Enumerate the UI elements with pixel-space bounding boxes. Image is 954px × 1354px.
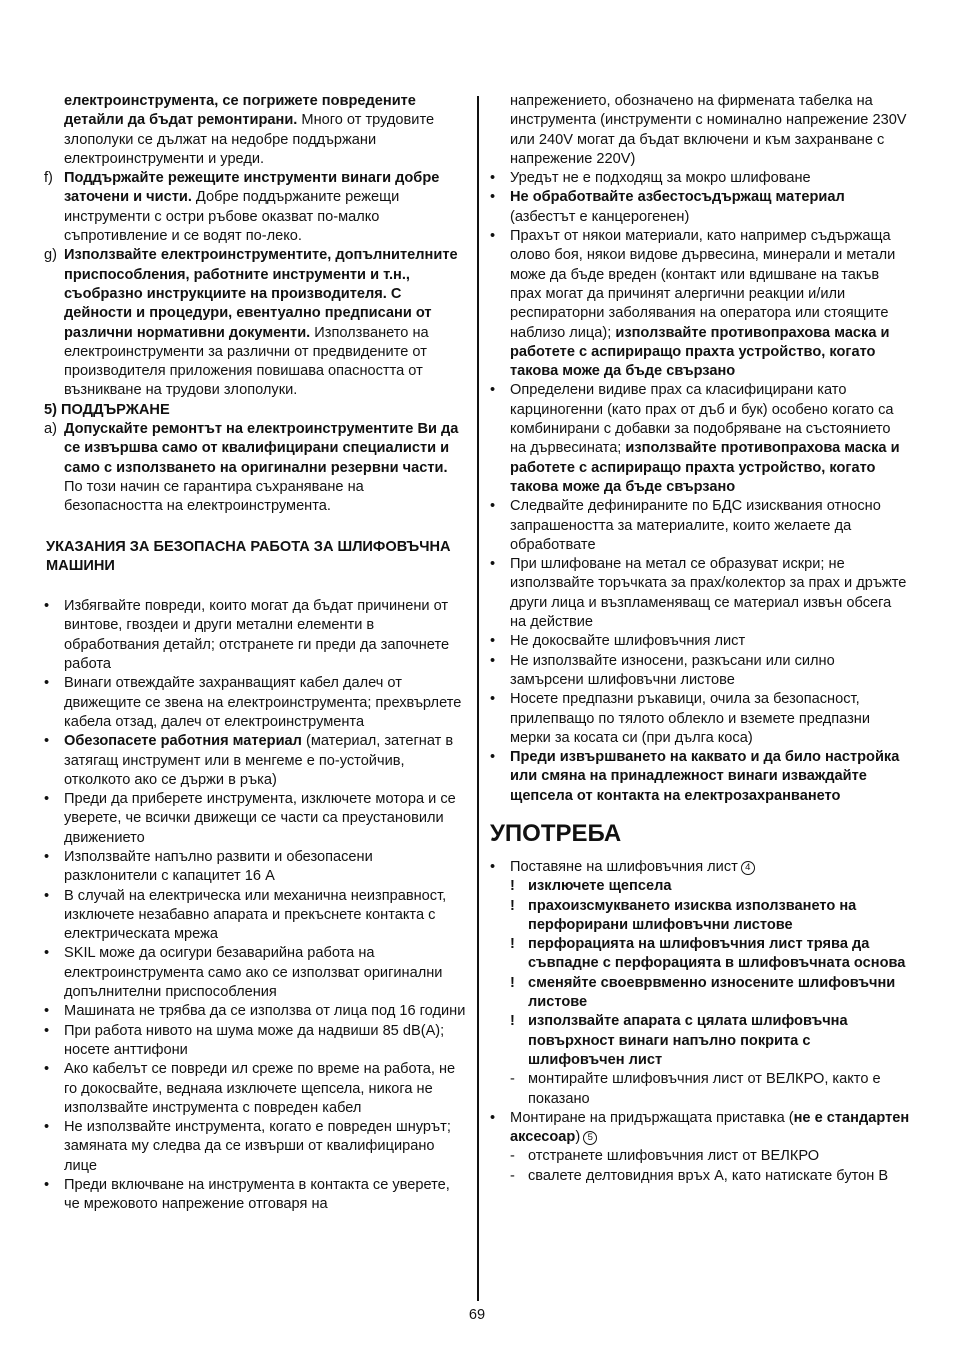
item-g bbox=[44, 246, 466, 400]
body-text: Прахът от някои материали, като например съдържаща олово боя, някои видове дървесина, минерали и метали може да бъде вреден (контакт или вдишване на такъв прах могат да причинят алергични реакции и/или респираторни заболявания на оператора или стоящите наблизо лица); bbox=[510, 228, 896, 341]
bullet-item bbox=[490, 1109, 910, 1148]
item-f bbox=[44, 169, 466, 246]
item-marker: g) bbox=[44, 247, 57, 264]
warning-item bbox=[490, 1012, 910, 1070]
bold-text: използвайте противопрахова маска и работете с аспириращо прахта устройство, когато такова може да бъде свързано bbox=[510, 324, 890, 380]
figure-number-badge: 4 bbox=[741, 861, 755, 875]
body-text: Поставяне на шлифовъчния лист bbox=[510, 858, 738, 875]
item-a bbox=[44, 420, 466, 516]
item-marker: a) bbox=[44, 421, 57, 438]
right-column bbox=[490, 92, 910, 1186]
bullet-item: • Следвайте дефинираните по БДС изисквания относно запрашеността за материалите, които желаете да обработвате bbox=[490, 497, 910, 555]
left-column bbox=[44, 92, 466, 1215]
dash-marker: - bbox=[510, 1167, 515, 1184]
bullet-item: • Ако кабелът се повреди ил среже по време на работа, не го докосвайте, веднаяа изключете щепсела, никога не използвайте инструмента с повреден кабел bbox=[44, 1060, 466, 1118]
dash-item bbox=[490, 1070, 910, 1109]
bullet-item: • При шлифоване на метал се образуват искри; не използвайте торъчката за прах/колектор за прах и дръжте други лица и възпламеняващ се материал извън обсега на действие bbox=[490, 555, 910, 632]
body-text: Използването на електроинструменти за различни от предвидените от производителя приложения повишава опасността от възникване на трудови злополуки. bbox=[64, 324, 429, 399]
body-text: Добре поддържаните режещи инструменти с остри ръбове оказват по-малко съпротивление и се водят по-леко. bbox=[64, 189, 400, 245]
bold-text: перфорацията на шлифовъчния лист трява да съвпадне с перфорацията в шлифовъчната основа bbox=[528, 936, 906, 972]
bullet-item bbox=[490, 188, 910, 227]
bullet-item: • При работа нивото на шума може да надвиши 85 dB(A); носете анттифони bbox=[44, 1022, 466, 1061]
bullet-item: • Преди да приберете инструмента, изключете мотора и се уверете, че всички движещи се части са преустановили движението bbox=[44, 790, 466, 848]
bullet-item bbox=[490, 748, 910, 806]
bold-text: сменяйте своеврвменно износените шлифовъчни листове bbox=[528, 974, 896, 1011]
body-text: Много от трудовите злополуки се дължат на недобре поддържани електроинструменти и уреди. bbox=[64, 112, 435, 167]
bullet-item bbox=[44, 732, 466, 790]
section-heading-maintenance: 5) ПОДДЪРЖАНЕ bbox=[44, 401, 170, 418]
warning-item bbox=[490, 897, 910, 936]
continued-paragraph: напрежението, обозначено на фирмената табелка на инструмента (инструменти с номинално напрежение 230V или 240V могат да бъдат включени и към захранване с напрежение 220V) bbox=[510, 93, 907, 167]
bullet-item: • SKIL може да осигури безаварийна работа на електроинструмента само ако се използват оригинални допълнителни приспособления bbox=[44, 944, 466, 1002]
page-number: 69 bbox=[468, 1307, 486, 1323]
exclamation-icon: ! bbox=[510, 878, 515, 895]
dash-item bbox=[490, 1147, 910, 1166]
dash-item bbox=[490, 1167, 910, 1186]
bullet-item: • Носете предпазни ръкавици, очила за безопасност, прилепващо по тялото облекло и вземете предпазни мерки за косата си (при дълга коса) bbox=[490, 690, 910, 748]
bullet-item: • Избягвайте повреди, които могат да бъдат причинени от винтове, гвоздеи и други метални елементи в обработвания детайл; отстранете ги преди да започнете работа bbox=[44, 597, 466, 674]
exclamation-icon: ! bbox=[510, 936, 515, 953]
bullet-item: • Не използвайте износени, разкъсани или силно замърсени шлифовъчни листове bbox=[490, 652, 910, 691]
dash-marker: - bbox=[510, 1148, 515, 1165]
section-heading-safety: УКАЗАНИЯ ЗА БЕЗОПАСНА РАБОТА ЗА ШЛИФОВЪЧНА МАШИНИ bbox=[46, 538, 451, 574]
body-text: ) bbox=[575, 1129, 581, 1146]
warning-item bbox=[490, 974, 910, 1013]
warning-item bbox=[490, 877, 910, 896]
body-text: монтирайте шлифовъчния лист от ВЕЛКРО, както е показано bbox=[528, 1071, 881, 1107]
continued-paragraph bbox=[44, 92, 466, 169]
bold-text: Използвайте електроинструментите, допълнителните приспособления, работните инструменти и т.н., съобразно инструкциите на производителя. С дейности и процедури, евентуално предписани от различни нормативни документи. bbox=[64, 247, 458, 341]
body-text: Монтиране на придържащата приставка ( bbox=[510, 1109, 794, 1126]
bullet-item: • Използвайте напълно развити и обезопасени разклонители с капацитет 16 А bbox=[44, 848, 466, 887]
bullet-item: • В случай на електрическа или механична неизправност, изключете незабавно апарата и прекъснете контакта с електрическата мрежа bbox=[44, 887, 466, 945]
bold-text: прахоизсмукването изисква използването на перфорирани шлифовъчни листове bbox=[528, 897, 857, 933]
bold-text: Не обработвайте азбестосъдържащ материал bbox=[510, 189, 845, 206]
bold-text: не е стандартен аксесоар bbox=[510, 1109, 910, 1146]
exclamation-icon: ! bbox=[510, 974, 515, 991]
bullet-item: • Машината не трябва да се използва от лица под 16 години bbox=[44, 1002, 466, 1021]
figure-number-badge: 5 bbox=[583, 1131, 597, 1145]
body-text: По този начин се гарантира съхраняване на безопасността на електроинструмента. bbox=[64, 478, 364, 515]
warning-item bbox=[490, 935, 910, 974]
bullet-item bbox=[490, 381, 910, 497]
section-heading-use: УПОТРЕБА bbox=[490, 819, 622, 847]
dash-marker: - bbox=[510, 1071, 515, 1088]
bold-text: електроинструмента, се погрижете повредените детайли да бъдат ремонтирани. bbox=[64, 93, 416, 129]
bold-text: Допускайте ремонтът на електроинструментите Ви да се извършва само от квалифицирани специалисти и само с използването на оригинални резервни части. bbox=[64, 421, 459, 476]
bold-text: Преди извършването на каквато и да било настройка или смяна на принадлежност винаги изваждайте щепсела от контакта на електрозахранването bbox=[510, 749, 900, 804]
bold-text: използвайте противопрахова маска и работете с аспириращо прахта устройство, когато такова може да бъде свързано bbox=[510, 440, 900, 495]
bullet-item: • Уредът не е подходящ за мокро шлифоване bbox=[490, 169, 910, 188]
body-text: (материал, затегнат в затягащ инструмент или в менгеме е по-устойчив, отколкото ако се държи в ръка) bbox=[64, 733, 454, 788]
bullet-item: • Винаги отвеждайте захранващият кабел далеч от движещите се звена на електроинструмента; прехвърлете кабела отзад, далеч от електроинструмента bbox=[44, 674, 466, 732]
exclamation-icon: ! bbox=[510, 897, 515, 914]
body-text: свалете делтовидния връх А, като натискате бутон В bbox=[528, 1167, 889, 1184]
bold-text: използвайте апарата с цялата шлифовъчна повърхност винаги напълно покрита с шлифовъчен лист bbox=[528, 1013, 848, 1068]
body-text: Определени видиве прах са класифицирани като карциногенни (като прах от дъб и бук) особено когато са комбинирани с добавки за подобряване на състоянието на дървесината; bbox=[510, 382, 894, 457]
bullet-item: • Не използвайте инструмента, когато е повреден шнурът; замяната му следва да се извърши от квалифицирано лице bbox=[44, 1118, 466, 1176]
bullet-item: • Не докосвайте шлифовъчния лист bbox=[490, 632, 910, 651]
bold-text: изключете щепсела bbox=[528, 878, 672, 895]
body-text: отстранете шлифовъчния лист от ВЕЛКРО bbox=[528, 1148, 820, 1165]
bullet-item bbox=[490, 227, 910, 381]
exclamation-icon: ! bbox=[510, 1013, 515, 1030]
column-divider bbox=[477, 96, 479, 1301]
bullet-item bbox=[490, 858, 910, 877]
bold-text: Обезопасете работния материал bbox=[64, 733, 302, 750]
item-marker: f) bbox=[44, 170, 53, 187]
bold-text: Поддържайте режещите инструменти винаги добре заточени и чисти. bbox=[64, 170, 440, 206]
body-text: (азбестът е канцерогенен) bbox=[510, 208, 690, 225]
bullet-item: • Преди включване на инструмента в контакта се уверете, че мрежовото напрежение отговаря на bbox=[44, 1176, 466, 1215]
